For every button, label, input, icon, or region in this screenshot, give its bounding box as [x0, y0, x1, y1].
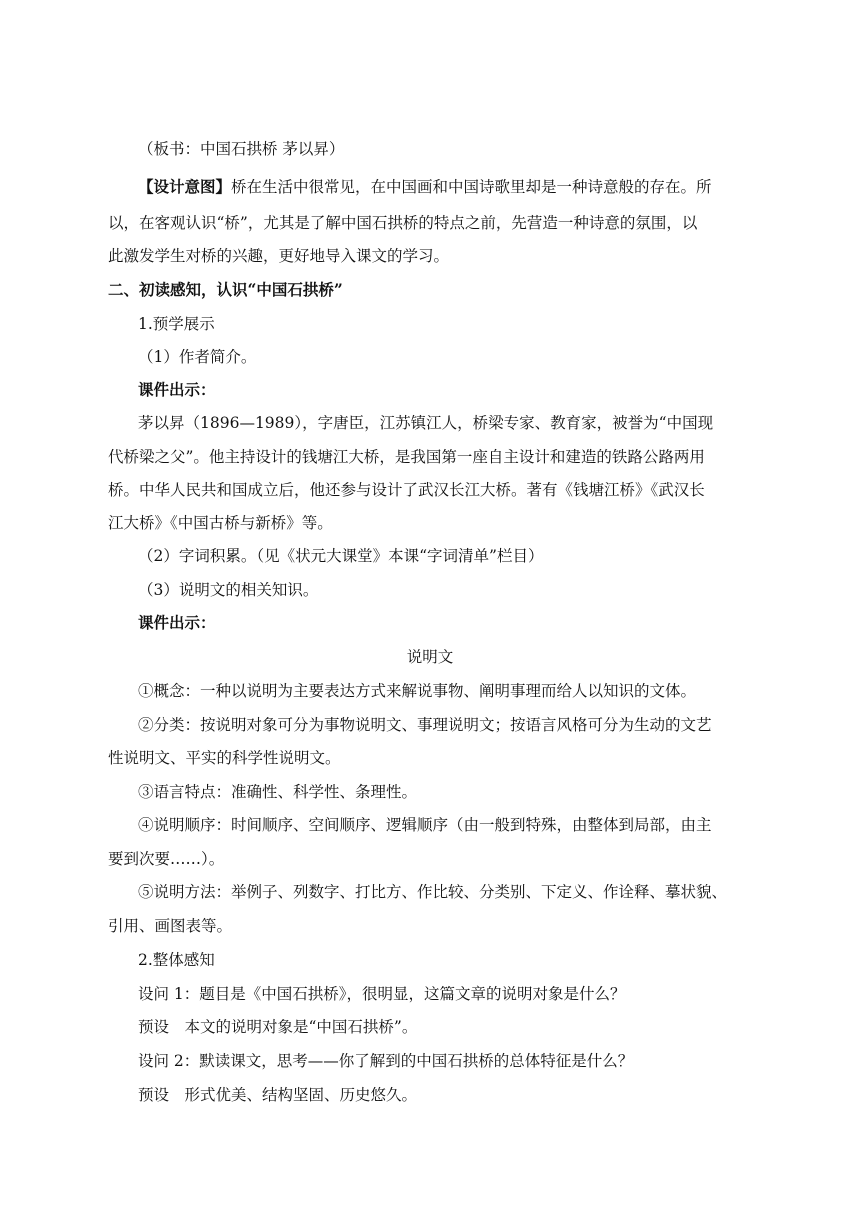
box-title: 说明文	[406, 648, 454, 666]
item-heading: （2）字词积累。（见《状元大课堂》本课“字词清单”栏目）	[138, 547, 544, 565]
blackboard-note: （板书：中国石拱桥 茅以昇）	[138, 140, 345, 158]
design-intent-text: 桥在生活中很常见，在中国画和中国诗歌里却是一种诗意般的存在。所	[231, 178, 712, 196]
author-bio-line: 桥。中华人民共和国成立后，他还参与设计了武汉长江大桥。著有《钱塘江桥》《武汉长	[108, 481, 705, 499]
author-bio-line: 茅以昇（1896—1989），字唐臣，江苏镇江人，桥梁专家、教育家，被誉为“中国现	[138, 414, 714, 432]
item-heading: （1）作者简介。	[138, 348, 257, 366]
list-item: ④说明顺序：时间顺序、空间顺序、逻辑顺序（由一般到特殊，由整体到局部，由主	[138, 816, 712, 834]
answer-line: 预设 本文的说明对象是“中国石拱桥”。	[138, 1018, 418, 1036]
list-item: ①概念：一种以说明为主要表达方式来解说事物、阐明事理而给人以知识的文体。	[138, 682, 697, 700]
list-item: ③语言特点：准确性、科学性、条理性。	[138, 783, 418, 801]
list-item: ⑤说明方法：举例子、列数字、打比方、作比较、分类别、下定义、作诠释、摹状貌、	[138, 883, 728, 901]
list-item-continuation: 要到次要……）。	[108, 850, 225, 868]
design-intent-paragraph-line: 以，在客观认识“桥”，尤其是了解中国石拱桥的特点之前，先营造一种诗意的氛围，以	[108, 214, 698, 232]
question-line: 设问 2：默读课文，思考——你了解到的中国石拱桥的总体特征是什么？	[138, 1052, 634, 1070]
item-heading: （3）说明文的相关知识。	[138, 581, 319, 599]
section-heading: 二、初读感知，认识“中国石拱桥”	[108, 280, 343, 299]
courseware-label: 课件出示：	[138, 613, 216, 632]
subsection-heading: 2.整体感知	[138, 951, 215, 969]
list-item-continuation: 性说明文、平实的科学性说明文。	[108, 749, 341, 767]
design-intent-paragraph-line: 此激发学生对桥的兴趣，更好地导入课文的学习。	[108, 247, 450, 265]
design-intent-label: 【设计意图】	[138, 177, 232, 196]
answer-line: 预设 形式优美、结构坚固、历史悠久。	[138, 1086, 418, 1104]
subsection-heading: 1.预学展示	[138, 315, 215, 333]
list-item-continuation: 引用、画图表等。	[108, 917, 233, 935]
design-intent-paragraph-line	[138, 177, 712, 197]
list-item: ②分类：按说明对象可分为事物说明文、事理说明文；按语言风格可分为生动的文艺	[138, 716, 712, 734]
author-bio-line: 江大桥》《中国古桥与新桥》等。	[108, 514, 333, 532]
courseware-label: 课件出示：	[138, 380, 216, 399]
question-line: 设问 1：题目是《中国石拱桥》，很明显，这篇文章的说明对象是什么？	[138, 985, 626, 1003]
author-bio-line: 代桥梁之父”。他主持设计的钱塘江大桥，是我国第一座自主设计和建造的铁路公路两用	[108, 448, 705, 466]
